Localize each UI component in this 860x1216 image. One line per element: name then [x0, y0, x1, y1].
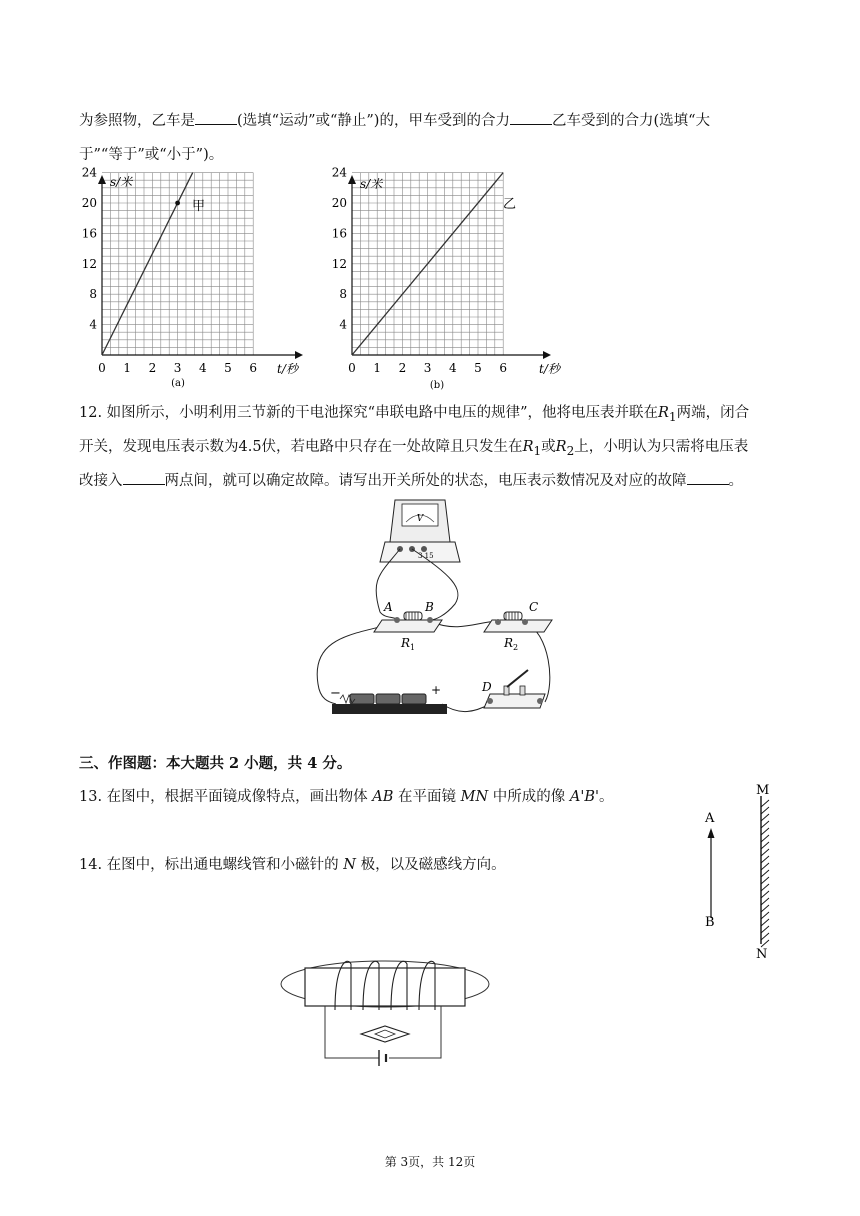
- y-tick-label: 16: [81, 226, 97, 241]
- y-tick-label: 24: [331, 165, 347, 180]
- voltmeter-label: V: [416, 514, 424, 524]
- q12-text: 两端，闭合: [676, 405, 750, 421]
- x-tick-labels: [348, 361, 507, 375]
- q13-ab: AB: [372, 789, 394, 805]
- x-axis-label: t/秒: [277, 362, 298, 376]
- q13-part: 。: [599, 789, 614, 805]
- y-tick-labels: [82, 166, 98, 332]
- q12-text: 12. 如图所示，小明利用三节新的干电池探究“串联电路中电压的规律”，他将电压表并联在: [79, 405, 658, 421]
- q14-part: 极，以及磁感线方向。: [360, 857, 506, 873]
- arrow-head: [708, 828, 715, 838]
- x-tick-label: 5: [474, 361, 482, 375]
- hatch-line: [761, 933, 769, 940]
- q14-text: [79, 848, 784, 882]
- q13-part: 13. 在图中，根据平面镜成像特点，画出物体: [79, 789, 368, 805]
- q12-line3: [79, 464, 784, 498]
- x-axis-arrow: [543, 351, 551, 359]
- x-tick-label: 0: [348, 361, 356, 375]
- hatch-line: [761, 891, 769, 898]
- x-tick-label: 2: [148, 361, 157, 375]
- battery-pack: [330, 683, 447, 714]
- voltmeter-terminal-labels: 3 15: [418, 552, 434, 560]
- q12-line2: [79, 430, 784, 468]
- resistor-r1: [374, 600, 442, 652]
- r1-subscript: 1: [533, 443, 542, 458]
- answer-blank[interactable]: [687, 470, 729, 485]
- q13-part: 在平面镜: [398, 789, 457, 805]
- q11-text: (选填“运动”或“静止”)的，甲车受到的合力: [237, 113, 510, 129]
- hatch-line: [761, 898, 769, 905]
- x-axis-label: t/秒: [539, 362, 560, 376]
- q14-n: N: [343, 857, 356, 873]
- circuit-diagram: [300, 494, 560, 724]
- label-b: B: [705, 915, 715, 930]
- x-tick-label: 3: [173, 361, 182, 375]
- resistor-r2: [484, 600, 552, 652]
- label-r1: R: [401, 636, 411, 650]
- data-point: [175, 201, 180, 206]
- label-r1-sub: 1: [410, 643, 416, 652]
- label-b: B: [425, 600, 434, 614]
- x-tick-label: 1: [373, 361, 382, 375]
- x-tick-label: 0: [98, 361, 106, 375]
- x-tick-label: 6: [499, 361, 508, 375]
- graph-b: [331, 165, 570, 394]
- y-tick-label: 20: [331, 196, 347, 210]
- q13-text: [79, 780, 784, 814]
- y-axis-label: s/米: [360, 177, 383, 191]
- q12-text: 开关，发现电压表示数为4.5伏，若电路中只存在一处故障且只发生在: [79, 439, 523, 455]
- hatch-line: [761, 821, 769, 828]
- q11-text: 为参照物，乙车是: [79, 113, 195, 129]
- x-tick-labels: [98, 361, 257, 375]
- hatch-line: [761, 807, 769, 814]
- answer-blank[interactable]: [510, 110, 552, 125]
- label-m: M: [756, 783, 770, 798]
- x-tick-label: 2: [398, 361, 407, 375]
- y-tick-labels: [332, 166, 348, 332]
- hatch-line: [761, 800, 769, 807]
- q12-text: 两点间，就可以确定故障。请写出开关所处的状态，电压表示数情况及对应的故障: [164, 473, 687, 489]
- q12-text: 上，小明认为只需将电压表: [574, 439, 749, 455]
- y-tick-label: 20: [81, 196, 97, 210]
- hatch-line: [761, 940, 769, 947]
- x-tick-label: 6: [249, 361, 258, 375]
- hatch-line: [761, 835, 769, 842]
- q12-text: 或: [541, 439, 556, 455]
- x-tick-label: 4: [448, 361, 457, 375]
- series-label-jia: 甲: [192, 199, 206, 214]
- q11-text: 乙车受到的合力(选填“大: [551, 113, 711, 129]
- hatch-line: [761, 919, 769, 926]
- x-tick-label: 4: [198, 361, 207, 375]
- battery-plus: +: [431, 683, 442, 697]
- x-axis-arrow: [295, 351, 303, 359]
- label-n: N: [756, 947, 768, 962]
- y-tick-label: 16: [331, 226, 347, 241]
- answer-blank[interactable]: [195, 110, 237, 125]
- graph-a: [81, 165, 310, 394]
- hatch-line: [761, 828, 769, 835]
- r2-subscript: 2: [566, 443, 575, 458]
- grid-a: [102, 173, 253, 355]
- section-heading: 三、作图题：本大题共 2 小题，共 4 分。: [79, 755, 352, 772]
- q13-mn: MN: [460, 789, 489, 805]
- switch[interactable]: [481, 670, 545, 708]
- y-tick-label: 8: [89, 287, 97, 302]
- hatch-line: [761, 884, 769, 891]
- label-a: A: [705, 811, 715, 826]
- y-tick-label: 24: [81, 165, 97, 180]
- voltmeter: [380, 500, 460, 562]
- r1-symbol: R: [658, 405, 669, 421]
- y-tick-label: 4: [89, 317, 97, 332]
- y-axis-label: s/米: [110, 175, 133, 189]
- y-tick-label: 12: [331, 256, 347, 271]
- answer-blank[interactable]: [123, 470, 165, 485]
- r1-subscript: 1: [668, 409, 677, 424]
- battery-minus: −: [330, 686, 341, 701]
- solenoid-core: [305, 968, 465, 1006]
- hatch-line: [761, 905, 769, 912]
- solenoid-figure[interactable]: [275, 950, 495, 1080]
- q12-text: 改接入: [79, 473, 123, 489]
- q11-line2: 于”“等于”或“小于”)。: [79, 147, 224, 163]
- q13-part: 中所成的像: [492, 789, 566, 805]
- q12-line1: [79, 396, 784, 434]
- label-r2: R: [504, 636, 514, 650]
- x-tick-label: 3: [423, 361, 432, 375]
- label-d: D: [482, 680, 492, 694]
- label-c: C: [529, 600, 539, 614]
- hatch-line: [761, 814, 769, 821]
- label-a: A: [384, 600, 393, 614]
- q13-image-label: A'B': [569, 789, 600, 805]
- y-tick-label: 4: [339, 317, 347, 332]
- label-r2-sub: 2: [513, 643, 519, 652]
- r1-symbol: R: [522, 439, 534, 455]
- y-tick-label: 8: [339, 287, 347, 302]
- x-tick-label: 1: [123, 361, 132, 375]
- caption-a: (a): [171, 378, 185, 389]
- hatch-line: [761, 926, 769, 933]
- caption-b: (b): [429, 380, 445, 391]
- y-tick-label: 12: [81, 256, 97, 271]
- q11-line1: [79, 104, 784, 138]
- r2-symbol: R: [555, 439, 567, 455]
- series-label-yi: 乙: [503, 197, 517, 212]
- x-tick-label: 5: [224, 361, 232, 375]
- q12-text: 。: [728, 473, 743, 489]
- hatch-line: [761, 912, 769, 919]
- q14-part: 14. 在图中，标出通电螺线管和小磁针的: [79, 857, 339, 873]
- page-footer: 第 3页，共 12页: [384, 1155, 476, 1169]
- y-axis-arrow: [98, 175, 106, 184]
- y-axis-arrow: [348, 175, 356, 184]
